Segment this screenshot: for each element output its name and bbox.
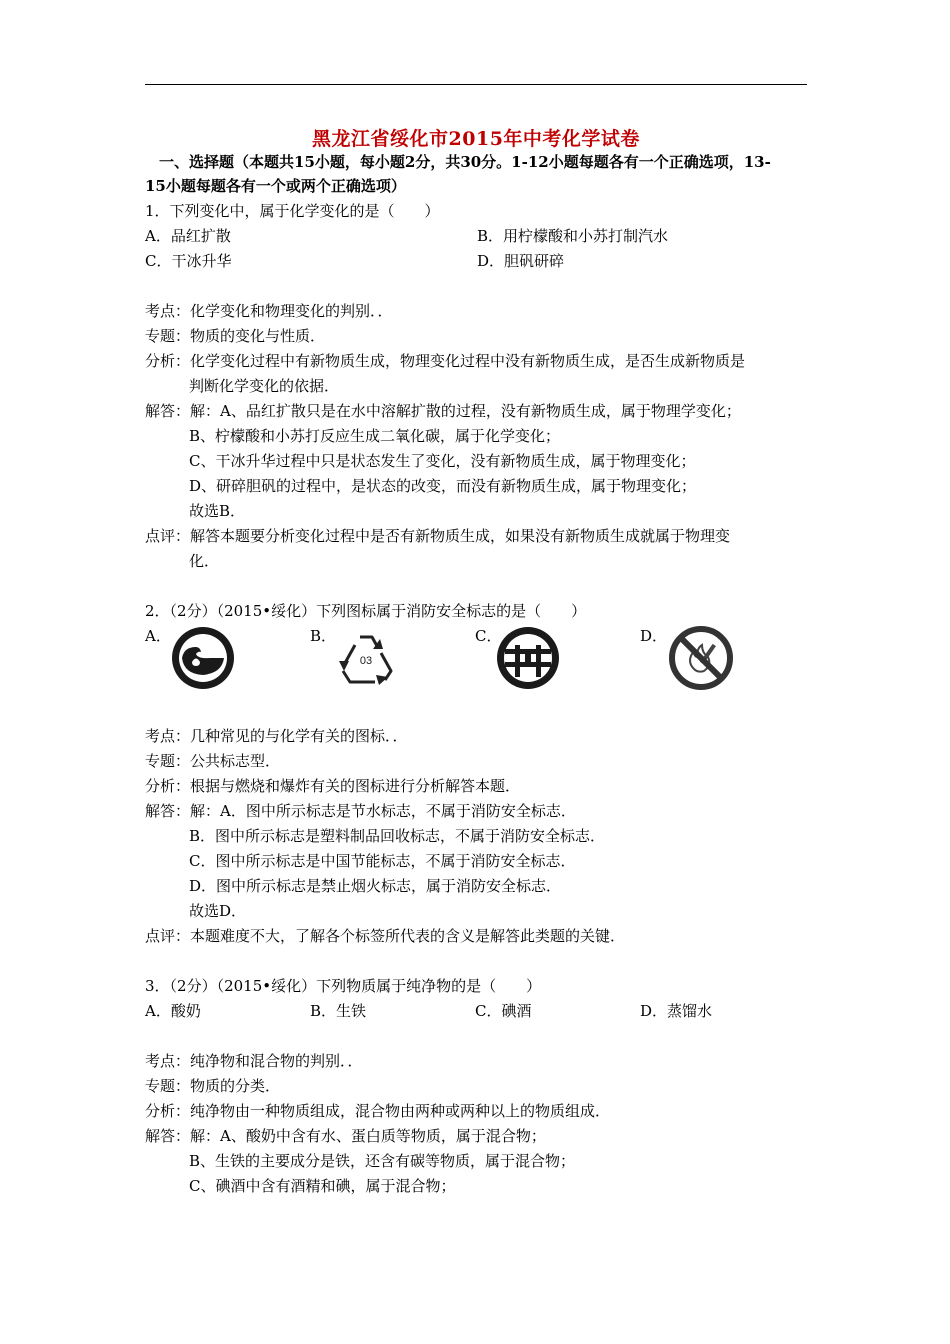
q3-option-b: B．生铁: [310, 1002, 367, 1020]
recycle-icon: [333, 625, 399, 691]
q3-stem: 3．（2分）（2015•绥化）下列物质属于纯净物的是（ ）: [145, 977, 542, 995]
q2-fenxi: 分析：根据与燃烧和爆炸有关的图标进行分析解答本题．: [145, 777, 521, 795]
q2-option-d: D．: [640, 627, 668, 645]
q3-zhuanti: 专题：物质的分类．: [145, 1077, 281, 1095]
q1-fenxi: 分析：化学变化过程中有新物质生成，物理变化过程中没有新物质生成，是否生成新物质是: [145, 352, 746, 370]
q2-answer: 故选D．: [189, 902, 247, 920]
q3-option-a: A．酸奶: [145, 1002, 201, 1020]
q3-kaodian: 考点：纯净物和混合物的判别．．: [145, 1052, 363, 1070]
q1-stem: 1．下列变化中，属于化学变化的是（ ）: [145, 202, 440, 220]
q3-jieda-b: B、生铁的主要成分是铁，还含有碳等物质，属于混合物；: [189, 1152, 576, 1170]
q1-dianping-cont: 化．: [189, 552, 220, 570]
page-title: 黑龙江省绥化市2015年中考化学试卷: [312, 128, 640, 150]
section-heading-line2: 15小题每题各有一个或两个正确选项）: [145, 177, 406, 195]
q3-option-d: D．蒸馏水: [640, 1002, 713, 1020]
q1-dianping: 点评：解答本题要分析变化过程中是否有新物质生成，如果没有新物质生成就属于物理变: [145, 527, 731, 545]
recycle-code: 03: [359, 655, 373, 667]
q1-jieda-a: 解答：解：A、品红扩散只是在水中溶解扩散的过程，没有新物质生成，属于物理学变化；: [145, 402, 741, 420]
q2-jieda-d: D．图中所示标志是禁止烟火标志，属于消防安全标志．: [189, 877, 562, 895]
q1-jieda-c: C、干冰升华过程中只是状态发生了变化，没有新物质生成，属于物理变化；: [189, 452, 696, 470]
q2-jieda-c: C．图中所示标志是中国节能标志，不属于消防安全标志．: [189, 852, 576, 870]
q2-jieda-a: 解答：解：A．图中所示标志是节水标志，不属于消防安全标志．: [145, 802, 576, 820]
q3-fenxi: 分析：纯净物由一种物质组成，混合物由两种或两种以上的物质组成．: [145, 1102, 611, 1120]
q1-jieda-d: D、研碎胆矾的过程中，是状态的改变，而没有新物质生成，属于物理变化；: [189, 477, 697, 495]
q1-zhuanti: 专题：物质的变化与性质．: [145, 327, 326, 345]
section-heading-line1: 一、选择题（本题共15小题，每小题2分，共30分。1-12小题每题各有一个正确选项，13-: [159, 153, 771, 171]
q3-option-c: C．碘酒: [475, 1002, 532, 1020]
q2-zhuanti: 专题：公共标志型．: [145, 752, 281, 770]
q3-jieda-a: 解答：解：A、酸奶中含有水、蛋白质等物质，属于混合物；: [145, 1127, 546, 1145]
q1-option-d: D．胆矾研碎: [477, 252, 565, 270]
q2-kaodian: 考点：几种常见的与化学有关的图标．．: [145, 727, 408, 745]
q1-option-a: A．品红扩散: [145, 227, 231, 245]
q2-dianping: 点评：本题难度不大，了解各个标签所代表的含义是解答此类题的关键．: [145, 927, 626, 945]
q1-fenxi-cont: 判断化学变化的依据．: [189, 377, 340, 395]
q2-option-b: B．: [310, 627, 337, 645]
q1-option-b: B．用柠檬酸和小苏打制汽水: [477, 227, 669, 245]
q3-jieda-c: C、碘酒中含有酒精和碘，属于混合物；: [189, 1177, 456, 1195]
energy-saving-icon: [495, 625, 561, 691]
q1-option-c: C．干冰升华: [145, 252, 232, 270]
q1-answer: 故选B．: [189, 502, 246, 520]
water-saving-icon: [170, 625, 236, 691]
q1-kaodian: 考点：化学变化和物理变化的判别．．: [145, 302, 393, 320]
q2-option-c: C．: [475, 627, 502, 645]
header-rule: [145, 84, 807, 85]
q2-option-a: A．: [145, 627, 171, 645]
q2-stem: 2．（2分）（2015•绥化）下列图标属于消防安全标志的是（ ）: [145, 602, 587, 620]
q1-jieda-b: B、柠檬酸和小苏打反应生成二氧化碳，属于化学变化；: [189, 427, 561, 445]
q2-jieda-b: B．图中所示标志是塑料制品回收标志，不属于消防安全标志．: [189, 827, 606, 845]
no-fire-icon: [668, 625, 734, 691]
